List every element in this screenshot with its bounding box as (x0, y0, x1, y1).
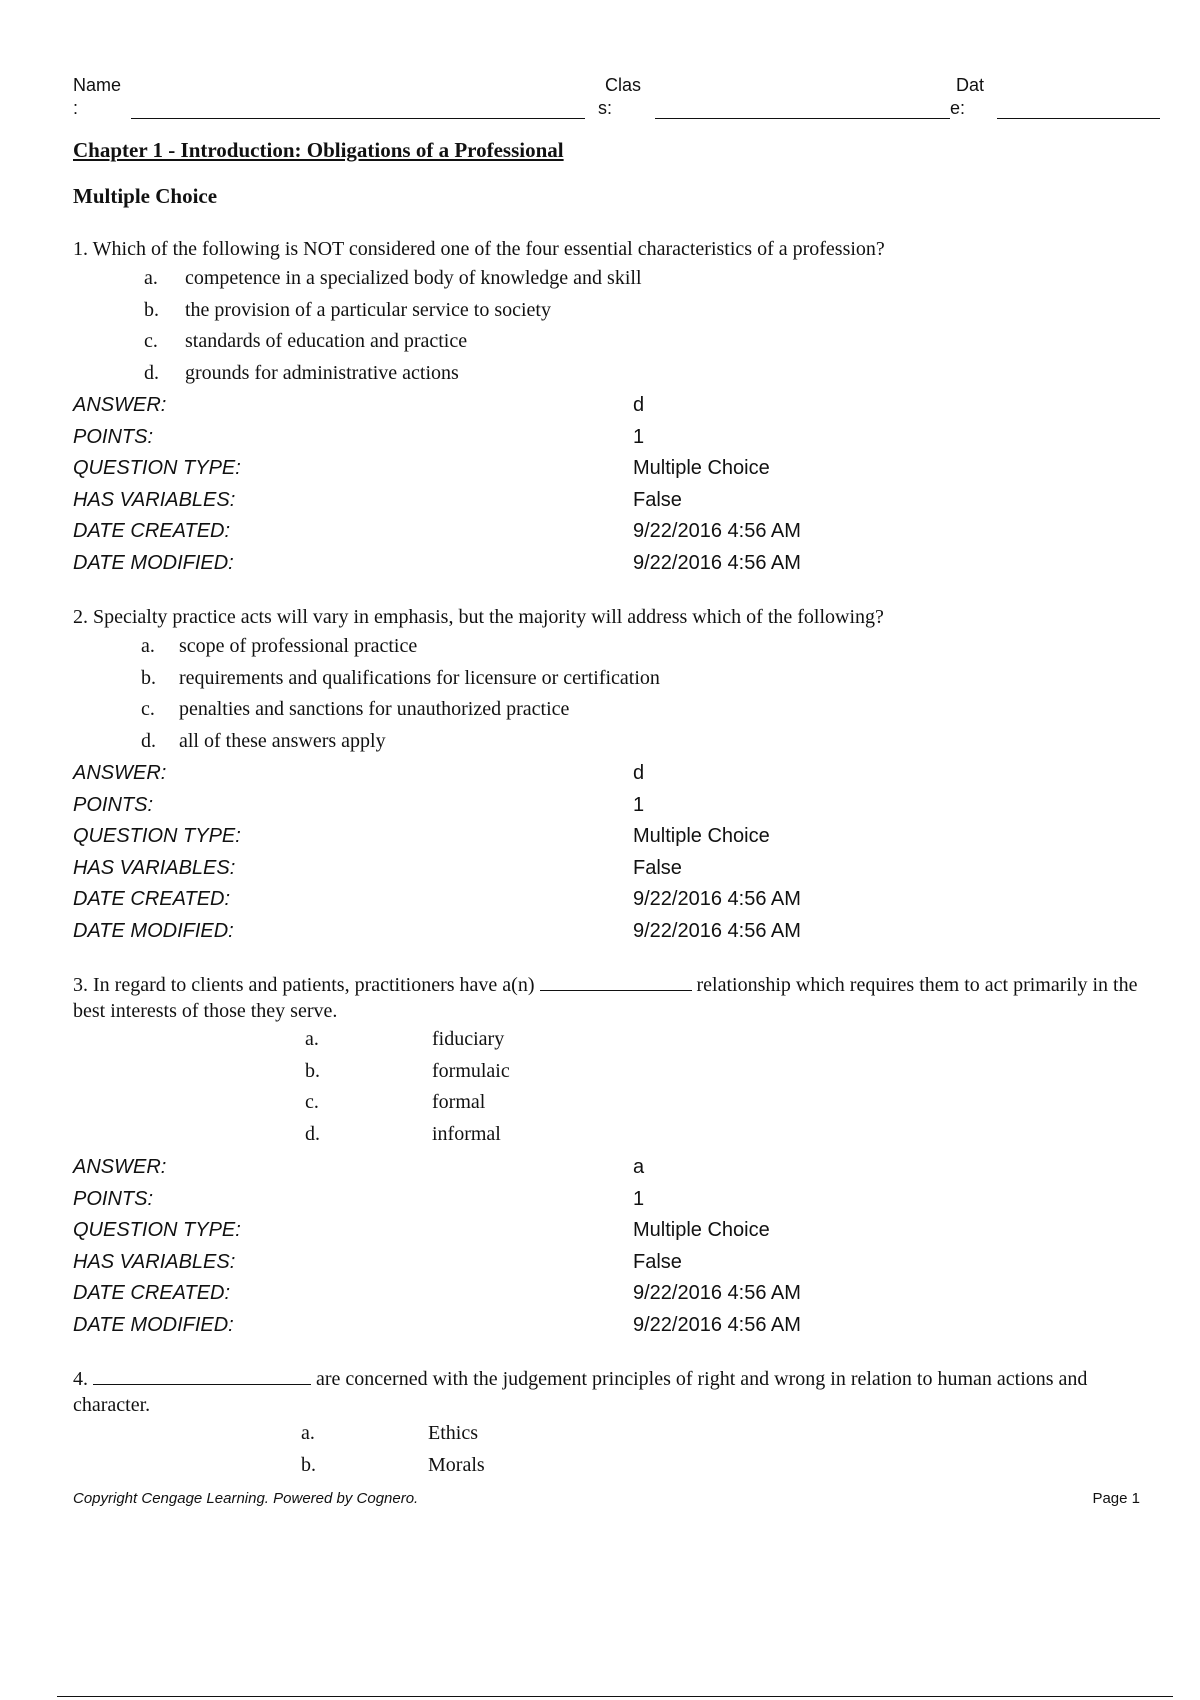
question-type-row (73, 823, 1073, 855)
question-2-metadata (73, 760, 1073, 950)
option-letter: c. (305, 1091, 319, 1113)
points-value: 1 (633, 793, 645, 816)
has-variables-value: False (633, 1250, 682, 1273)
points-row (73, 792, 1073, 824)
answer-value: d (633, 762, 645, 784)
question-4-text (73, 1366, 1143, 1418)
points-value: 1 (633, 1187, 645, 1210)
points-label: POINTS: (73, 793, 154, 816)
question-type-value: Multiple Choice (633, 1219, 770, 1242)
has-variables-row (73, 487, 1073, 519)
name-field-line[interactable] (131, 118, 585, 119)
copyright-notice: Copyright Cengage Learning. Powered by Cognero. (73, 1490, 419, 1507)
date-created-label: DATE CREATED: (73, 520, 231, 543)
option-text: fiduciary (432, 1028, 505, 1050)
answer-label: ANSWER: (73, 394, 167, 416)
option-text: all of these answers apply (179, 730, 386, 752)
option-letter: c. (144, 330, 158, 352)
question-type-row (73, 455, 1073, 487)
question-3-text (73, 972, 1143, 1024)
question-3-blank (540, 972, 692, 991)
class-label: Clas (605, 75, 642, 95)
option-letter: a. (141, 635, 155, 657)
date-created-value: 9/22/2016 4:56 AM (633, 1282, 801, 1305)
option-text: standards of education and practice (185, 330, 468, 352)
question-3-text-after: relationship which requires them to act primarily in the best interests of those they serve. (73, 974, 1138, 1022)
date-created-value: 9/22/2016 4:56 AM (633, 520, 801, 543)
question-3-metadata (73, 1154, 1073, 1344)
has-variables-row (73, 855, 1073, 887)
date-modified-label: DATE MODIFIED: (73, 919, 234, 942)
question-4-text-after: are concerned with the judgement principles of right and wrong in relation to human actions and character. (73, 1368, 1088, 1416)
answer-value: d (633, 394, 645, 416)
option-letter: b. (301, 1454, 316, 1476)
has-variables-label: HAS VARIABLES: (73, 856, 236, 879)
points-value: 1 (633, 425, 645, 448)
date-created-row (73, 518, 1073, 550)
date-created-label: DATE CREATED: (73, 1282, 231, 1305)
option-letter: a. (301, 1422, 315, 1444)
question-type-label: QUESTION TYPE: (73, 825, 241, 848)
points-label: POINTS: (73, 425, 154, 448)
date-modified-label: DATE MODIFIED: (73, 1313, 234, 1336)
question-4-text-before: 4. (73, 1368, 93, 1390)
answer-label: ANSWER: (73, 1156, 167, 1178)
has-variables-label: HAS VARIABLES: (73, 488, 236, 511)
class-field-line[interactable] (655, 118, 950, 119)
section-heading: Multiple Choice (73, 184, 218, 208)
question-type-value: Multiple Choice (633, 825, 770, 848)
question-1-text: 1. Which of the following is NOT considered one of the four essential characteristics of a profession? (73, 238, 885, 260)
answer-label: ANSWER: (73, 762, 167, 784)
option-text: the provision of a particular service to society (185, 299, 551, 321)
option-letter: c. (141, 698, 155, 720)
has-variables-row (73, 1249, 1073, 1281)
date-created-label: DATE CREATED: (73, 888, 231, 911)
page-number: Page 1 (1092, 1490, 1140, 1507)
option-letter: a. (144, 267, 158, 289)
option-text: requirements and qualifications for licensure or certification (179, 667, 660, 689)
option-text: scope of professional practice (179, 635, 418, 657)
name-label-colon: : (73, 98, 79, 118)
date-modified-value: 9/22/2016 4:56 AM (633, 1313, 801, 1336)
option-text: grounds for administrative actions (185, 362, 459, 384)
question-1-metadata (73, 392, 1073, 582)
option-letter: d. (141, 730, 156, 752)
question-type-label: QUESTION TYPE: (73, 1219, 241, 1242)
option-text: Morals (428, 1454, 485, 1476)
option-text: Ethics (428, 1422, 478, 1444)
question-3-text-before: 3. In regard to clients and patients, practitioners have a(n) (73, 974, 540, 996)
has-variables-label: HAS VARIABLES: (73, 1250, 236, 1273)
option-letter: d. (144, 362, 159, 384)
date-modified-value: 9/22/2016 4:56 AM (633, 919, 801, 942)
option-text: competence in a specialized body of knowledge and skill (185, 267, 642, 289)
option-text: informal (432, 1123, 501, 1145)
date-created-row (73, 886, 1073, 918)
has-variables-value: False (633, 856, 682, 879)
question-type-value: Multiple Choice (633, 457, 770, 480)
option-letter: d. (305, 1123, 320, 1145)
option-letter: b. (305, 1060, 320, 1082)
option-letter: a. (305, 1028, 319, 1050)
date-modified-row (73, 918, 1073, 950)
answer-row (73, 760, 1073, 792)
question-4-blank (93, 1366, 311, 1385)
date-modified-row (73, 1312, 1073, 1344)
date-modified-row (73, 550, 1073, 582)
option-text: formulaic (432, 1060, 510, 1082)
question-type-row (73, 1217, 1073, 1249)
answer-row (73, 392, 1073, 424)
date-label: Dat (956, 75, 985, 95)
question-2-text: 2. Specialty practice acts will vary in emphasis, but the majority will address which of the following? (73, 606, 884, 628)
date-label-colon: e: (950, 98, 966, 118)
option-text: penalties and sanctions for unauthorized practice (179, 698, 570, 720)
option-text: formal (432, 1091, 486, 1113)
date-modified-value: 9/22/2016 4:56 AM (633, 551, 801, 574)
option-letter: b. (144, 299, 159, 321)
chapter-title: Chapter 1 - Introduction: Obligations of a Professional (73, 138, 564, 162)
page-bottom-rule (57, 1696, 1173, 1697)
has-variables-value: False (633, 488, 682, 511)
class-label-colon: s: (598, 98, 613, 118)
answer-value: a (633, 1156, 645, 1178)
date-field-line[interactable] (997, 118, 1160, 119)
date-created-value: 9/22/2016 4:56 AM (633, 888, 801, 911)
date-modified-label: DATE MODIFIED: (73, 551, 234, 574)
points-row (73, 1186, 1073, 1218)
name-label: Name (73, 75, 122, 95)
question-type-label: QUESTION TYPE: (73, 457, 241, 480)
points-row (73, 424, 1073, 456)
answer-row (73, 1154, 1073, 1186)
date-created-row (73, 1280, 1073, 1312)
points-label: POINTS: (73, 1187, 154, 1210)
option-letter: b. (141, 667, 156, 689)
